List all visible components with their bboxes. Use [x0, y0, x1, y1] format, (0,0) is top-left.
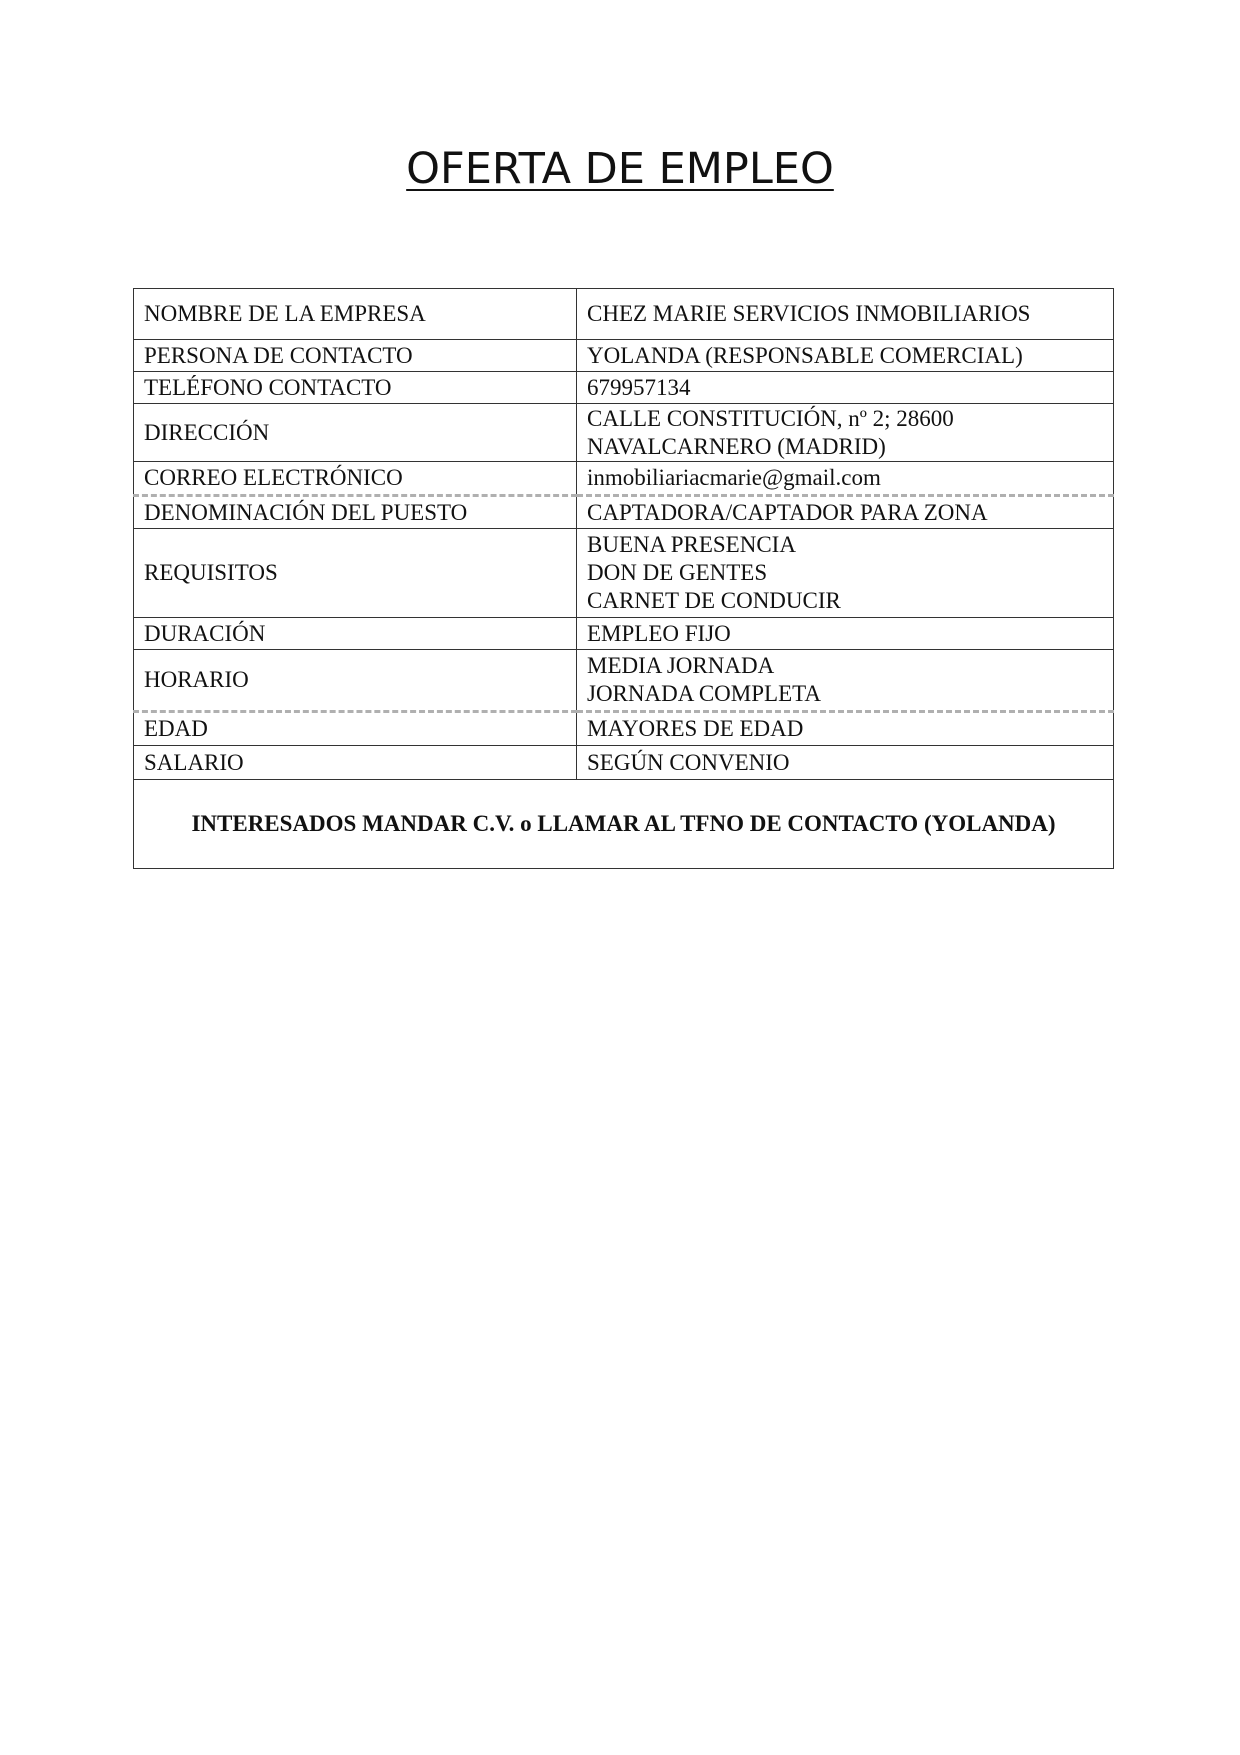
row-label: DURACIÓN [134, 618, 577, 650]
footer-note: INTERESADOS MANDAR C.V. o LLAMAR AL TFNO DE CONTACTO (YOLANDA) [134, 780, 1114, 869]
table-row [134, 712, 1114, 746]
table-row [134, 618, 1114, 650]
row-value [577, 650, 1114, 712]
value-line: 679957134 [587, 374, 691, 400]
page-title [0, 144, 1240, 194]
table-row [134, 404, 1114, 462]
value-line: CAPTADORA/CAPTADOR PARA ZONA [587, 499, 988, 525]
row-label: PERSONA DE CONTACTO [134, 340, 577, 372]
value-line: EMPLEO FIJO [587, 620, 731, 646]
row-label: HORARIO [134, 650, 577, 712]
value-line: MAYORES DE EDAD [587, 716, 804, 741]
row-label: TELÉFONO CONTACTO [134, 372, 577, 404]
value-line: CALLE CONSTITUCIÓN, nº 2; 28600 [587, 405, 954, 431]
table-row [134, 529, 1114, 618]
footer-row [134, 780, 1114, 869]
row-label: DENOMINACIÓN DEL PUESTO [134, 496, 577, 529]
table-row [134, 372, 1114, 404]
row-value [577, 340, 1114, 372]
row-value [577, 462, 1114, 496]
value-line: CARNET DE CONDUCIR [587, 588, 841, 613]
table-row [134, 289, 1114, 340]
table-row [134, 496, 1114, 529]
row-value [577, 496, 1114, 529]
value-line: YOLANDA (RESPONSABLE COMERCIAL) [587, 342, 1023, 368]
value-line: CHEZ MARIE SERVICIOS INMOBILIARIOS [587, 301, 1031, 326]
row-value [577, 372, 1114, 404]
value-line: JORNADA COMPLETA [587, 681, 821, 706]
row-label: DIRECCIÓN [134, 404, 577, 462]
job-offer-table [133, 288, 1114, 869]
row-value [577, 404, 1114, 462]
table-row [134, 340, 1114, 372]
row-label: SALARIO [134, 746, 577, 780]
row-label: NOMBRE DE LA EMPRESA [134, 289, 577, 340]
table-row [134, 650, 1114, 712]
page-title-text: OFERTA DE EMPLEO [406, 144, 834, 194]
table-row [134, 462, 1114, 496]
row-value [577, 618, 1114, 650]
row-label: CORREO ELECTRÓNICO [134, 462, 577, 496]
row-value [577, 529, 1114, 618]
row-label: EDAD [134, 712, 577, 746]
row-label: REQUISITOS [134, 529, 577, 618]
value-line: MEDIA JORNADA [587, 653, 775, 678]
row-value [577, 289, 1114, 340]
row-value [577, 712, 1114, 746]
value-line: NAVALCARNERO (MADRID) [587, 433, 886, 459]
email-value: inmobiliariacmarie@gmail.com [587, 465, 881, 490]
value-line: BUENA PRESENCIA [587, 532, 796, 557]
value-line: SEGÚN CONVENIO [587, 749, 790, 775]
table-row [134, 746, 1114, 780]
value-line: DON DE GENTES [587, 560, 768, 585]
row-value [577, 746, 1114, 780]
